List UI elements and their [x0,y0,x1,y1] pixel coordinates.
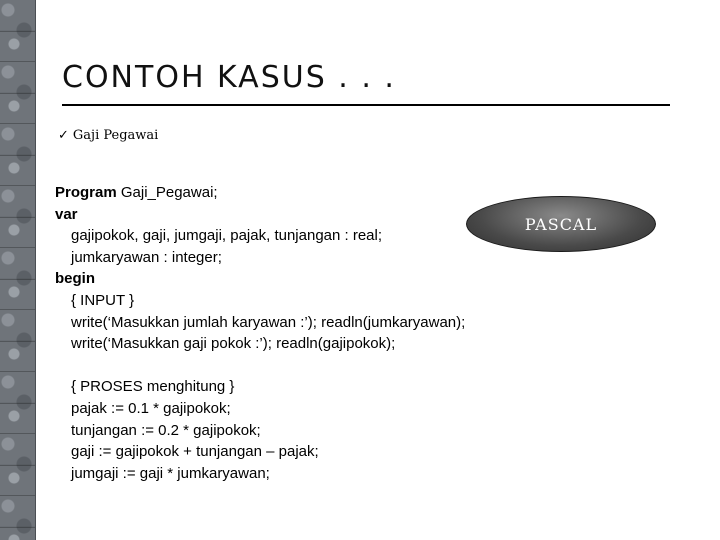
code-text: Gaji_Pegawai; [116,184,218,201]
pascal-code-block [55,182,465,484]
code-line [55,376,465,398]
code-line [55,312,465,334]
pascal-badge-label: PASCAL [524,214,598,234]
bullet-label: Gaji Pegawai [72,128,159,143]
code-text: pajak := 0.1 * gajipokok; [71,399,231,417]
code-line [55,225,465,247]
code-text: tunjangan := 0.2 * gajipokok; [71,421,261,439]
code-line [55,420,465,442]
code-line [55,204,465,226]
bullet-item [58,128,158,143]
title-underline [62,104,670,106]
code-text: { PROSES menghitung } [71,378,235,396]
code-line [55,268,465,290]
code-line [55,398,465,420]
pascal-badge [466,196,656,252]
code-line [55,290,465,312]
code-text: jumkaryawan : integer; [71,248,222,266]
code-keyword: var [55,205,78,223]
code-keyword: Program [55,184,117,201]
stone-wall-strip [0,0,36,540]
code-line [55,463,465,485]
code-text: write(‘Masukkan gaji pokok :’); readln(gajipokok); [71,335,396,353]
code-line [55,247,465,269]
code-text: gajipokok, gaji, jumgaji, pajak, tunjangan : real; [71,227,383,245]
slide-title: CONTOH KASUS . . . [62,60,396,95]
checkmark-icon: ✓ [58,128,69,143]
code-text: jumgaji := gaji * jumkaryawan; [71,464,270,482]
code-blank-line [55,355,465,377]
code-keyword: begin [55,270,95,288]
code-text: { INPUT } [71,291,135,309]
code-line [55,441,465,463]
code-line [55,182,465,204]
code-text: write(‘Masukkan jumlah karyawan :’); readln(jumkaryawan); [71,313,466,331]
code-text: gaji := gajipokok + tunjangan – pajak; [71,443,319,461]
code-line [55,333,465,355]
